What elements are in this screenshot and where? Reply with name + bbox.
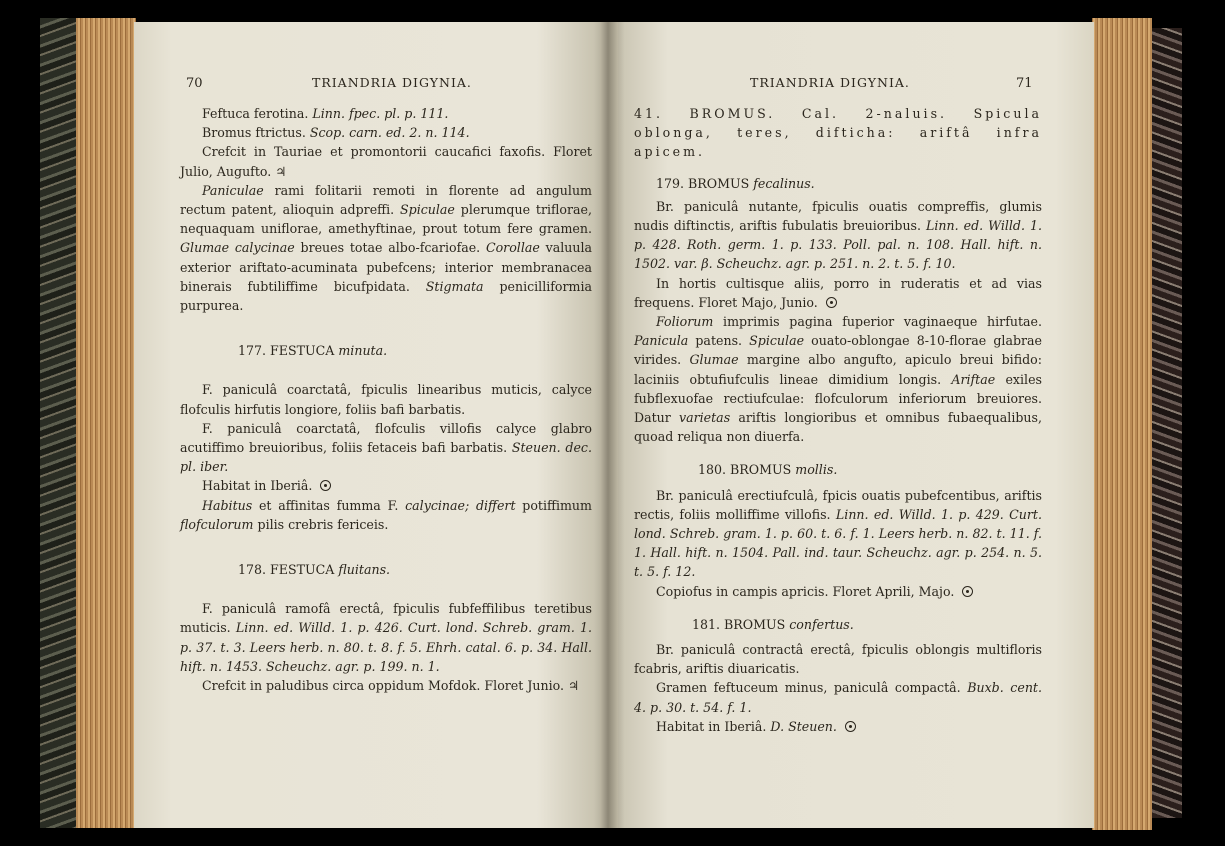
heading-181-bromus-confertus: 181. BROMUS confertus. bbox=[692, 616, 854, 632]
diagnosis-181: Br. paniculâ contractâ erectâ, fpiculis oblongis multifloris fcabris, ariftis diuaricatis. bbox=[634, 642, 1042, 677]
page-edges-left bbox=[76, 18, 136, 828]
synonym-177: F. paniculâ coarctatâ, flofculis villofis calyce glabro acutiffimo breuioribus, foliis fetaceis bafi barbatis. Steuen. dec. pl. iber. bbox=[180, 420, 592, 475]
right-running-head: TRIANDRIA DIGYNIA. bbox=[750, 75, 910, 90]
habitat-179: In hortis cultisque aliis, porro in ruderatis et ad vias frequens. Floret Majo, Junio. bbox=[634, 275, 1042, 310]
habitat-180: Copiofus in campis apricis. Floret Aprili, Majo. bbox=[634, 582, 1042, 601]
habitus-177: Habitus et affinitas fumma F. calycinae; differt potiffimum flofculorum pilis crebris fericeis. bbox=[180, 497, 592, 532]
heading-180-bromus-mollis: 180. BROMUS mollis. bbox=[698, 462, 838, 478]
left-page-number: 70 bbox=[186, 76, 203, 91]
synonym-bromus-strictus: Bromus ftrictus. Scop. carn. ed. 2. n. 114. bbox=[202, 125, 470, 141]
heading-179-bromus-secalinus: 179. BROMUS fecalinus. bbox=[656, 175, 815, 191]
annual-symbol-icon bbox=[962, 586, 973, 597]
cover-marbled-left bbox=[40, 18, 80, 828]
diagnosis-177: F. paniculâ coarctatâ, fpiculis linearibus muticis, calyce flofculis hirfutis longiore, foliis bafi barbatis. bbox=[180, 382, 592, 417]
habitat-181: Habitat in Iberiâ. D. Steuen. bbox=[634, 717, 1042, 736]
description-paragraph: Paniculae rami folitarii remoti in florente ad angulum rectum patent, alioquin adpreffi. Spiculae plerumque triflorae, nequaquam uniflorae, amethyftinae, prout totum fere gramen. Glumae calycinae breues totae albo-fcariofae. Corollae valuula exterior ariftato-acuminata pubefcens; interior membranacea binerais fubtiliffime bicufpidata. Stigmata penicilliformia purpurea. bbox=[180, 182, 592, 314]
diagnosis-179: Br. paniculâ nutante, fpiculis ouatis compreffis, glumis nudis diftinctis, ariftis fubulatis breuioribus. Linn. ed. Willd. 1. p. 428. Roth. germ. 1. p. 133. Poll. pal. n. 108. Hall. hift. n. 1502. var. β. Scheuchz. agr. p. 251. n. 2. t. 5. f. 10. bbox=[634, 198, 1042, 272]
right-page-number: 71 bbox=[1016, 76, 1033, 91]
book-gutter bbox=[600, 22, 618, 828]
perennial-symbol-icon: ♃ bbox=[568, 678, 580, 694]
annual-symbol-icon bbox=[320, 480, 331, 491]
annual-symbol-icon bbox=[845, 721, 856, 732]
cover-marbled-right bbox=[1150, 28, 1182, 818]
synonym-181: Gramen feftuceum minus, paniculâ compactâ. Buxb. cent. 4. p. 30. t. 54. f. 1. bbox=[634, 680, 1042, 715]
diagnosis-178: F. paniculâ ramofâ erectâ, fpiculis fubfeffilibus teretibus muticis. Linn. ed. Willd. 1. p. 426. Curt. lond. Schreb. gram. 1. p. 37. t. 3. Leers herb. n. 80. t. 8. f. 5. Ehrh. catal. 6. p. 34. Hall. hift. n. 1453. Scheuchz. agr. p. 199. n. 1. bbox=[180, 601, 592, 674]
annual-symbol-icon bbox=[826, 297, 837, 308]
habitat-177: Habitat in Iberiâ. bbox=[180, 476, 592, 495]
heading-178-festuca-fluitans: 178. FESTUCA fluitans. bbox=[238, 562, 391, 578]
heading-177-festuca-minuta: 177. FESTUCA minuta. bbox=[238, 343, 388, 359]
description-179: Foliorum imprimis pagina fuperior vaginaeque hirfutae. Panicula patens. Spiculae ouato-oblongae 8-10-florae glabrae virides. Glumae margine albo angufto, apiculo breui bifido: laciniis obtufiufculis lineae dimidium longis. Ariftae exiles fubflexuofae rectiufculae: flofculorum inferiorum breuiores. Datur varietas ariftis longioribus et omnibus fubaequalibus, quoad reliqua non diuerfa. bbox=[634, 314, 1042, 445]
right-page-text bbox=[634, 104, 1042, 736]
perennial-symbol-icon: ♃ bbox=[275, 163, 287, 179]
habitat-paragraph: Crefcit in Tauriae et promontorii caucafici faxofis. Floret Julio, Augufto. ♃ bbox=[180, 144, 592, 179]
diagnosis-180: Br. paniculâ erectiufculâ, fpicis ouatis pubefcentibus, ariftis rectis, foliis molliffime villofis. Linn. ed. Willd. 1. p. 429. Curt. lond. Schreb. gram. 1. p. 60. t. 6. f. 1. Leers herb. n. 82. t. 11. f. 1. Hall. hift. n. 1504. Pall. ind. taur. Scheuchz. agr. p. 254. n. 5. t. 5. f. 12. bbox=[634, 487, 1042, 580]
synonym-festuca-serotina: Feftuca ferotina. Linn. fpec. pl. p. 111. bbox=[202, 106, 449, 121]
left-page-text bbox=[180, 104, 592, 695]
genus-41-bromus: 41. BROMUS. Cal. 2-naluis. Spicula oblonga, teres, difticha: ariftâ infra apicem. bbox=[634, 106, 1042, 160]
habitat-178: Crefcit in paludibus circa oppidum Mofdok. Floret Junio. ♃ bbox=[202, 678, 580, 694]
page-edges-right bbox=[1092, 18, 1152, 830]
left-running-head: TRIANDRIA DIGYNIA. bbox=[312, 75, 472, 90]
